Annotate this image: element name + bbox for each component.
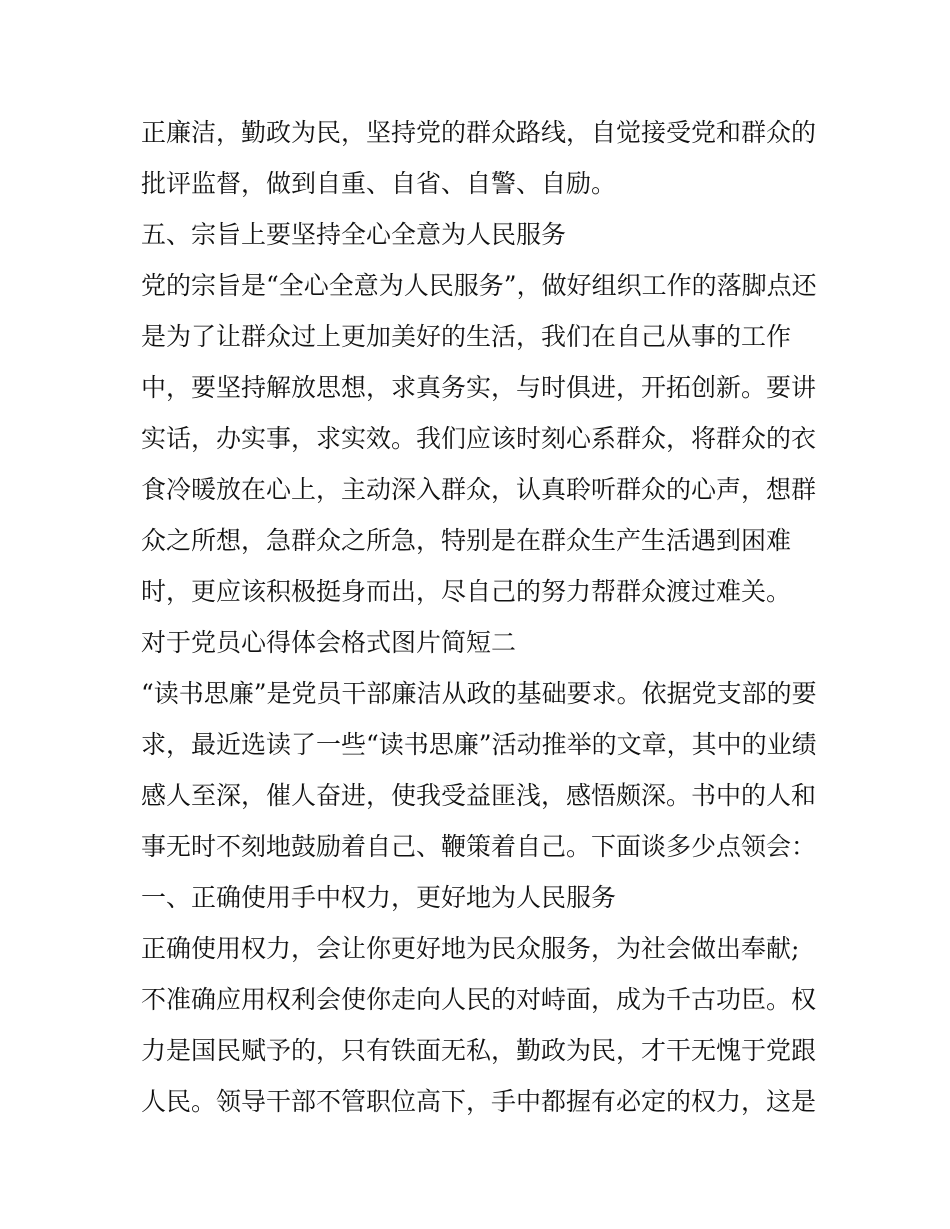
text-line: 感人至深，催人奋进，使我受益匪浅，感悟颇深。书中的人和 — [141, 781, 817, 810]
section-heading: 五、宗旨上要坚持全心全意为人民服务 — [141, 220, 567, 249]
text-line: 正廉洁，勤政为民，坚持党的群众路线，自觉接受党和群众的 — [141, 118, 817, 147]
text-line: “读书思廉”是党员干部廉洁从政的基础要求。依据党支部的要 — [141, 679, 817, 708]
text-line: 中，要坚持解放思想，求真务实，与时俱进，开拓创新。要讲 — [141, 373, 817, 402]
text-line: 人民。领导干部不管职位高下，手中都握有必定的权力，这是 — [141, 1087, 817, 1116]
text-line: 求，最近选读了一些“读书思廉”活动推举的文章，其中的业绩 — [141, 730, 817, 759]
text-line: 不准确应用权利会使你走向人民的对峙面，成为千古功臣。权 — [141, 985, 817, 1014]
text-line: 食冷暖放在心上，主动深入群众，认真聆听群众的心声，想群 — [141, 475, 817, 504]
document-body — [141, 107, 821, 1127]
text-line: 正确使用权力，会让你更好地为民众服务，为社会做出奉献; — [141, 934, 800, 963]
text-line: 是为了让群众过上更加美好的生活，我们在自己从事的工作 — [141, 322, 792, 351]
text-line: 众之所想，急群众之所急，特别是在群众生产生活遇到困难 — [141, 526, 792, 555]
text-line: 事无时不刻地鼓励着自己、鞭策着自己。下面谈多少点领会： — [141, 832, 817, 861]
text-line: 党的宗旨是“全心全意为人民服务”，做好组织工作的落脚点还 — [141, 271, 817, 300]
section-heading: 对于党员心得体会格式图片简短二 — [141, 628, 517, 657]
text-line: 批评监督，做到自重、自省、自警、自励。 — [141, 169, 617, 198]
section-heading: 一、正确使用手中权力，更好地为人民服务 — [141, 883, 617, 912]
text-line: 时，更应该积极挺身而出，尽自己的努力帮群众渡过难关。 — [141, 577, 792, 606]
text-line: 实话，办实事，求实效。我们应该时刻心系群众，将群众的衣 — [141, 424, 817, 453]
text-line: 力是国民赋予的，只有铁面无私，勤政为民，才干无愧于党跟 — [141, 1036, 817, 1065]
